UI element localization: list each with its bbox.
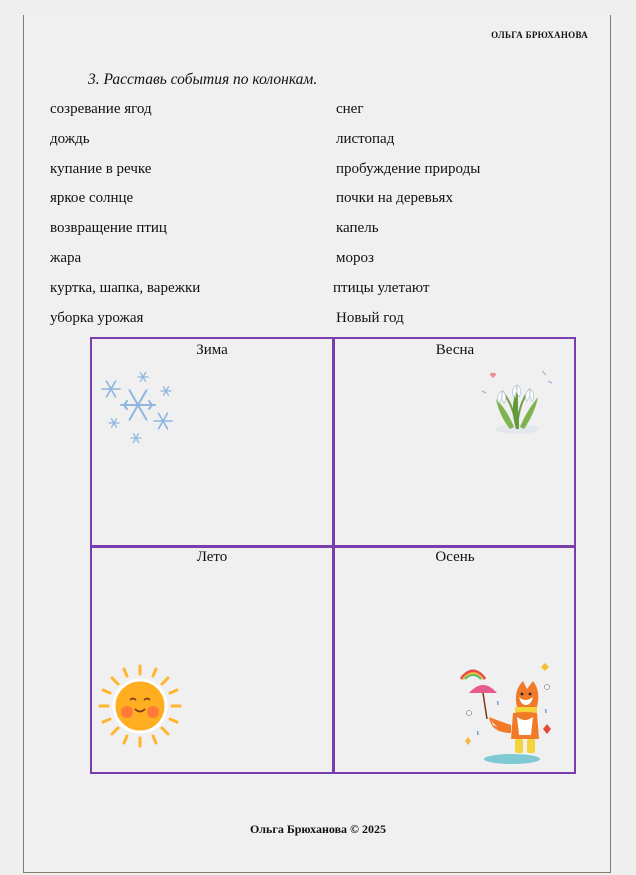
word-item[interactable]: купание в речке [50,161,152,177]
sun-icon [98,664,182,748]
season-summer-label: Лето [196,549,228,565]
word-item[interactable]: снег [336,101,364,117]
season-spring-label: Весна [435,342,475,358]
word-item[interactable]: жара [50,250,82,266]
author-header: ОЛЬГА БРЮХАНОВА [491,30,588,40]
word-item[interactable]: уборка урожая [50,310,144,326]
word-item[interactable]: листопад [336,131,395,147]
word-item[interactable]: капель [336,220,379,236]
season-autumn-label: Осень [435,549,475,565]
task-title: 3. Расставь события по колонкам. [88,71,318,88]
word-item[interactable]: дождь [50,131,90,147]
word-item[interactable]: мороз [336,250,374,266]
grid-divider-horizontal [92,545,574,548]
snowflakes-icon [98,371,178,446]
fox-umbrella-icon [457,657,557,765]
season-winter-label: Зима [196,342,228,358]
season-grid [90,337,576,774]
word-item[interactable]: Новый год [336,310,404,326]
word-item[interactable]: созревание ягод [50,101,152,117]
word-item[interactable]: возвращение птиц [50,220,167,236]
word-item[interactable]: куртка, шапка, варежки [50,280,201,296]
word-item[interactable]: пробуждение природы [336,161,481,177]
footer-copyright: Ольга Брюханова © 2025 [249,822,387,836]
word-item[interactable]: почки на деревьях [336,190,453,206]
word-item[interactable]: птицы улетают [333,280,430,296]
word-item[interactable]: яркое солнце [50,190,134,206]
snowdrop-flowers-icon [472,361,562,441]
